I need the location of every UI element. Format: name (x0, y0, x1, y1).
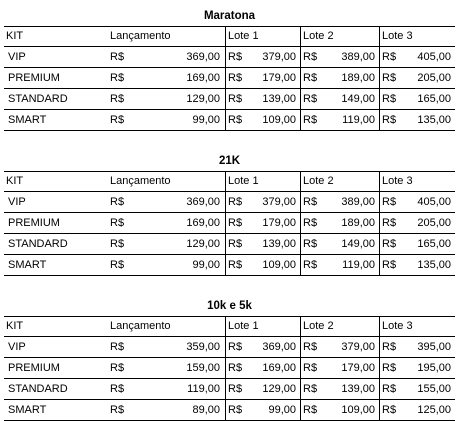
price-sheet (4, 6, 455, 421)
currency-symbol: R$ (110, 72, 125, 84)
column-divider (300, 27, 301, 46)
column-divider (379, 337, 380, 357)
currency-symbol: R$ (382, 383, 397, 395)
price-lote3: 165,00 (417, 93, 451, 105)
column-divider (225, 110, 226, 130)
header-kit: KIT (6, 320, 24, 332)
price-lancamento: 159,00 (186, 362, 220, 374)
column-divider (300, 172, 301, 191)
column-divider (300, 379, 301, 399)
currency-symbol: R$ (382, 238, 397, 250)
table-row (4, 400, 455, 421)
column-divider (225, 192, 226, 212)
table-row (4, 68, 455, 89)
price-lote1: 169,00 (262, 362, 296, 374)
price-lote2: 149,00 (341, 238, 375, 250)
table-title: 10k e 5k (4, 296, 455, 317)
kit-name: PREMIUM (8, 72, 60, 84)
price-lote3: 205,00 (417, 217, 451, 229)
price-lote3: 405,00 (417, 51, 451, 63)
price-lancamento: 129,00 (186, 238, 220, 250)
price-lancamento: 369,00 (186, 196, 220, 208)
price-lote1: 99,00 (268, 404, 296, 416)
column-divider (379, 192, 380, 212)
currency-symbol: R$ (382, 93, 397, 105)
price-lote2: 109,00 (341, 404, 375, 416)
column-divider (225, 358, 226, 378)
table-row (4, 213, 455, 234)
column-divider (225, 400, 226, 420)
price-lote1: 109,00 (262, 114, 296, 126)
currency-symbol: R$ (382, 51, 397, 63)
currency-symbol: R$ (228, 383, 243, 395)
column-divider (225, 317, 226, 336)
currency-symbol: R$ (303, 217, 318, 229)
price-lote2: 389,00 (341, 51, 375, 63)
column-divider (225, 47, 226, 67)
column-divider (379, 89, 380, 109)
column-divider (300, 89, 301, 109)
currency-symbol: R$ (110, 217, 125, 229)
price-lote3: 135,00 (417, 259, 451, 271)
header-lote1: Lote 1 (228, 320, 259, 332)
currency-symbol: R$ (110, 341, 125, 353)
kit-name: SMART (8, 259, 47, 271)
kit-name: VIP (8, 196, 26, 208)
header-kit: KIT (6, 175, 24, 187)
header-lote3: Lote 3 (382, 30, 413, 42)
header-row (4, 317, 455, 337)
column-divider (300, 337, 301, 357)
table-row (4, 192, 455, 213)
header-lote3: Lote 3 (382, 175, 413, 187)
price-lote1: 379,00 (262, 196, 296, 208)
currency-symbol: R$ (303, 51, 318, 63)
price-lote3: 125,00 (417, 404, 451, 416)
column-divider (225, 255, 226, 275)
price-lote1: 179,00 (262, 217, 296, 229)
currency-symbol: R$ (303, 114, 318, 126)
column-divider (379, 110, 380, 130)
price-lote3: 155,00 (417, 383, 451, 395)
kit-name: VIP (8, 51, 26, 63)
header-row (4, 172, 455, 192)
kit-name: PREMIUM (8, 217, 60, 229)
column-divider (225, 89, 226, 109)
currency-symbol: R$ (228, 217, 243, 229)
column-divider (379, 255, 380, 275)
header-kit: KIT (6, 30, 24, 42)
column-divider (379, 400, 380, 420)
currency-symbol: R$ (228, 93, 243, 105)
column-divider (379, 47, 380, 67)
currency-symbol: R$ (382, 72, 397, 84)
currency-symbol: R$ (228, 404, 243, 416)
column-divider (300, 47, 301, 67)
column-divider (225, 337, 226, 357)
currency-symbol: R$ (382, 341, 397, 353)
kit-name: SMART (8, 404, 47, 416)
currency-symbol: R$ (228, 341, 243, 353)
price-lote2: 389,00 (341, 196, 375, 208)
currency-symbol: R$ (382, 217, 397, 229)
currency-symbol: R$ (303, 259, 318, 271)
table-row (4, 47, 455, 68)
header-lancamento: Lançamento (110, 30, 171, 42)
currency-symbol: R$ (110, 93, 125, 105)
price-lote3: 405,00 (417, 196, 451, 208)
table-row (4, 234, 455, 255)
table-row (4, 110, 455, 131)
column-divider (300, 317, 301, 336)
header-lote1: Lote 1 (228, 175, 259, 187)
currency-symbol: R$ (110, 383, 125, 395)
price-lote1: 129,00 (262, 383, 296, 395)
price-lote2: 119,00 (342, 114, 375, 126)
price-lote2: 119,00 (342, 259, 375, 271)
kit-name: STANDARD (8, 383, 68, 395)
column-divider (225, 379, 226, 399)
kit-name: STANDARD (8, 238, 68, 250)
table-title: Maratona (4, 6, 455, 27)
currency-symbol: R$ (382, 196, 397, 208)
price-lancamento: 369,00 (186, 51, 220, 63)
column-divider (379, 172, 380, 191)
column-divider (379, 68, 380, 88)
table-row (4, 337, 455, 358)
currency-symbol: R$ (110, 404, 125, 416)
currency-symbol: R$ (228, 196, 243, 208)
price-lote1: 139,00 (262, 238, 296, 250)
price-table-maratona (4, 6, 455, 131)
price-lote2: 149,00 (341, 93, 375, 105)
price-lancamento: 89,00 (192, 404, 220, 416)
currency-symbol: R$ (110, 362, 125, 374)
price-lote2: 179,00 (341, 362, 375, 374)
price-lote2: 189,00 (341, 72, 375, 84)
price-lancamento: 119,00 (187, 383, 220, 395)
price-lote3: 395,00 (417, 341, 451, 353)
price-lote1: 179,00 (262, 72, 296, 84)
column-divider (300, 400, 301, 420)
price-lancamento: 169,00 (186, 72, 220, 84)
currency-symbol: R$ (228, 51, 243, 63)
price-lote1: 139,00 (262, 93, 296, 105)
currency-symbol: R$ (228, 114, 243, 126)
table-row (4, 255, 455, 276)
column-divider (379, 379, 380, 399)
currency-symbol: R$ (382, 362, 397, 374)
currency-symbol: R$ (382, 259, 397, 271)
price-table-21k (4, 151, 455, 276)
price-lote3: 135,00 (417, 114, 451, 126)
price-lancamento: 169,00 (186, 217, 220, 229)
kit-name: PREMIUM (8, 362, 60, 374)
price-lote2: 379,00 (341, 341, 375, 353)
price-lote1: 369,00 (262, 341, 296, 353)
price-lote3: 165,00 (417, 238, 451, 250)
currency-symbol: R$ (110, 51, 125, 63)
currency-symbol: R$ (228, 362, 243, 374)
column-divider (225, 172, 226, 191)
currency-symbol: R$ (228, 238, 243, 250)
column-divider (300, 110, 301, 130)
header-lancamento: Lançamento (110, 175, 171, 187)
price-lote2: 139,00 (341, 383, 375, 395)
price-table-10k-5k (4, 296, 455, 421)
column-divider (300, 234, 301, 254)
header-lote2: Lote 2 (303, 320, 334, 332)
column-divider (300, 358, 301, 378)
currency-symbol: R$ (228, 259, 243, 271)
currency-symbol: R$ (303, 383, 318, 395)
currency-symbol: R$ (382, 114, 397, 126)
currency-symbol: R$ (303, 196, 318, 208)
column-divider (300, 255, 301, 275)
currency-symbol: R$ (110, 196, 125, 208)
currency-symbol: R$ (303, 238, 318, 250)
currency-symbol: R$ (110, 238, 125, 250)
table-title: 21K (4, 151, 455, 172)
currency-symbol: R$ (303, 341, 318, 353)
column-divider (300, 192, 301, 212)
price-lancamento: 129,00 (186, 93, 220, 105)
header-lote2: Lote 2 (303, 175, 334, 187)
price-lancamento: 99,00 (192, 114, 220, 126)
price-lancamento: 99,00 (192, 259, 220, 271)
column-divider (379, 213, 380, 233)
price-lote3: 195,00 (417, 362, 451, 374)
kit-name: SMART (8, 114, 47, 126)
column-divider (379, 358, 380, 378)
currency-symbol: R$ (110, 114, 125, 126)
currency-symbol: R$ (303, 404, 318, 416)
column-divider (225, 213, 226, 233)
currency-symbol: R$ (303, 93, 318, 105)
currency-symbol: R$ (303, 362, 318, 374)
currency-symbol: R$ (303, 72, 318, 84)
currency-symbol: R$ (228, 72, 243, 84)
column-divider (379, 27, 380, 46)
column-divider (225, 27, 226, 46)
column-divider (225, 234, 226, 254)
currency-symbol: R$ (110, 259, 125, 271)
header-row (4, 27, 455, 47)
table-row (4, 89, 455, 110)
price-lote1: 379,00 (262, 51, 296, 63)
price-lote3: 205,00 (417, 72, 451, 84)
price-lote1: 109,00 (262, 259, 296, 271)
column-divider (300, 68, 301, 88)
kit-name: STANDARD (8, 93, 68, 105)
price-lancamento: 359,00 (186, 341, 220, 353)
column-divider (225, 68, 226, 88)
header-lote2: Lote 2 (303, 30, 334, 42)
header-lote1: Lote 1 (228, 30, 259, 42)
header-lancamento: Lançamento (110, 320, 171, 332)
table-row (4, 379, 455, 400)
header-lote3: Lote 3 (382, 320, 413, 332)
price-lote2: 189,00 (341, 217, 375, 229)
kit-name: VIP (8, 341, 26, 353)
column-divider (379, 234, 380, 254)
table-row (4, 358, 455, 379)
column-divider (379, 317, 380, 336)
currency-symbol: R$ (382, 404, 397, 416)
column-divider (300, 213, 301, 233)
